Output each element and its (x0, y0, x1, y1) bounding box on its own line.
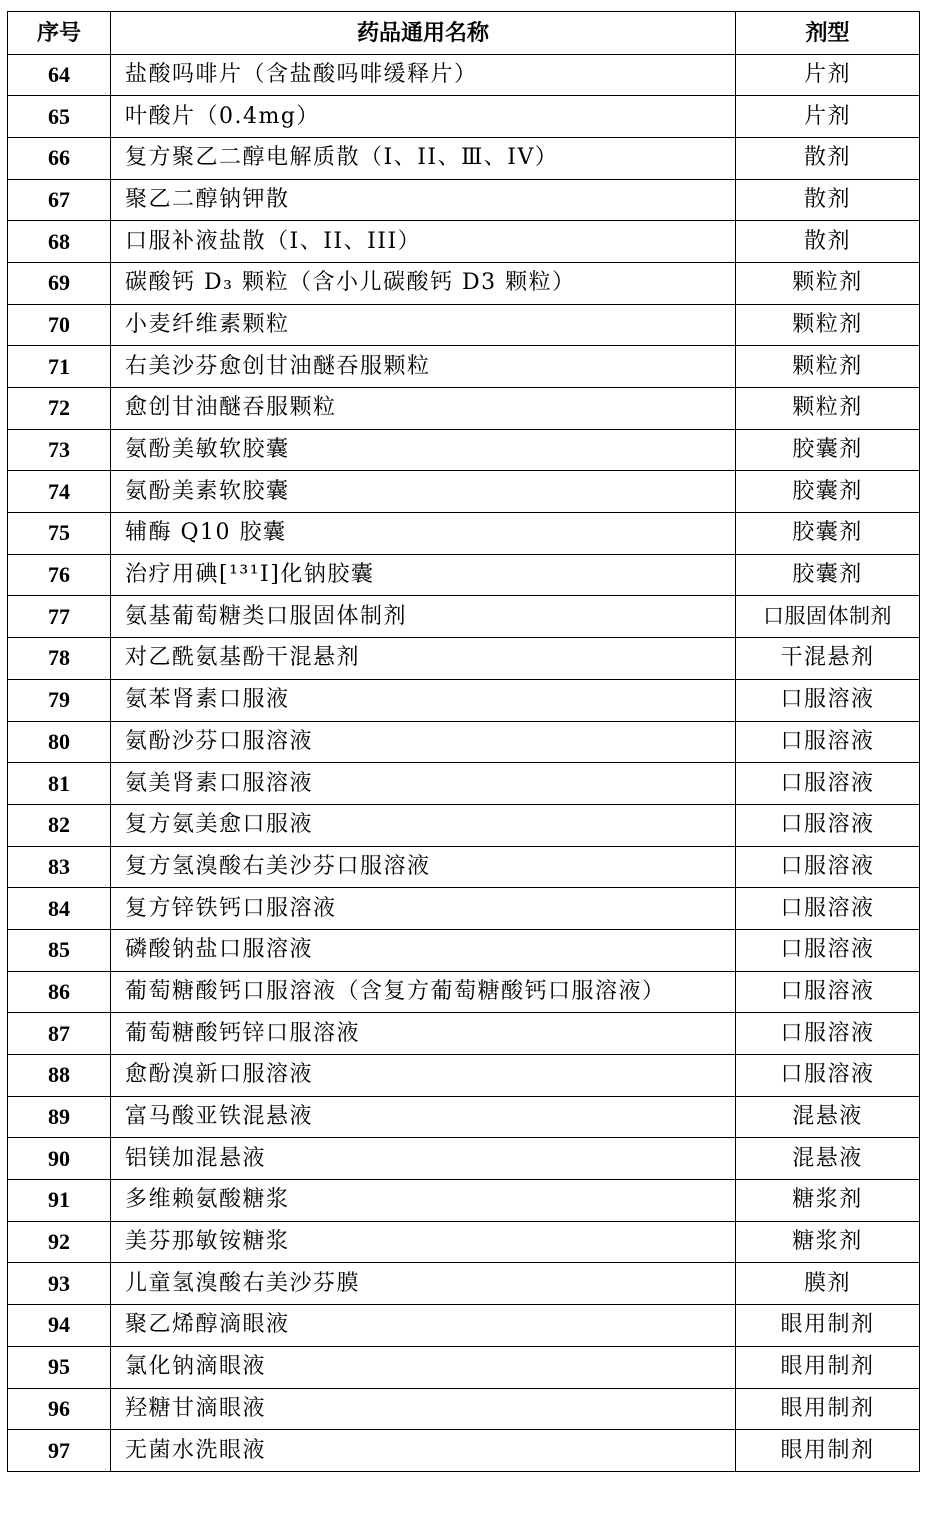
serial-number-cell: 83 (8, 846, 111, 888)
serial-number-cell: 65 (8, 96, 111, 138)
serial-number-cell: 96 (8, 1388, 111, 1430)
serial-number-cell: 64 (8, 54, 111, 96)
table-row (8, 1055, 920, 1097)
dosage-form-cell: 颗粒剂 (736, 262, 920, 304)
dosage-form-cell: 颗粒剂 (736, 388, 920, 430)
drug-name-cell: 氨苯肾素口服液 (111, 679, 736, 721)
table-body (8, 54, 920, 1471)
drug-name-cell: 复方氢溴酸右美沙芬口服溶液 (111, 846, 736, 888)
table-row (8, 1388, 920, 1430)
serial-number-cell: 90 (8, 1138, 111, 1180)
table-row (8, 1013, 920, 1055)
table-row (8, 388, 920, 430)
dosage-form-cell: 口服溶液 (736, 804, 920, 846)
table-row (8, 54, 920, 96)
dosage-form-cell: 眼用制剂 (736, 1388, 920, 1430)
drug-name-cell: 氯化钠滴眼液 (111, 1346, 736, 1388)
serial-number-cell: 97 (8, 1430, 111, 1472)
table-row (8, 221, 920, 263)
dosage-form-cell: 胶囊剂 (736, 429, 920, 471)
table-row (8, 554, 920, 596)
header-drug-name: 药品通用名称 (111, 12, 736, 55)
dosage-form-cell: 片剂 (736, 54, 920, 96)
table-row (8, 1180, 920, 1222)
table-row (8, 96, 920, 138)
serial-number-cell: 72 (8, 388, 111, 430)
dosage-form-cell: 眼用制剂 (736, 1346, 920, 1388)
table-row (8, 888, 920, 930)
drug-name-cell: 右美沙芬愈创甘油醚吞服颗粒 (111, 346, 736, 388)
serial-number-cell: 88 (8, 1055, 111, 1097)
serial-number-cell: 82 (8, 804, 111, 846)
table-row (8, 1138, 920, 1180)
dosage-form-cell: 胶囊剂 (736, 513, 920, 555)
serial-number-cell: 67 (8, 179, 111, 221)
dosage-form-cell: 口服溶液 (736, 846, 920, 888)
table-row (8, 971, 920, 1013)
drug-name-cell: 碳酸钙 D₃ 颗粒（含小儿碳酸钙 D3 颗粒） (111, 262, 736, 304)
drug-name-cell: 辅酶 Q10 胶囊 (111, 513, 736, 555)
serial-number-cell: 69 (8, 262, 111, 304)
serial-number-cell: 87 (8, 1013, 111, 1055)
table-row (8, 638, 920, 680)
drug-name-cell: 复方氨美愈口服液 (111, 804, 736, 846)
drug-name-cell: 氨酚沙芬口服溶液 (111, 721, 736, 763)
table-row (8, 346, 920, 388)
dosage-form-cell: 颗粒剂 (736, 346, 920, 388)
drug-name-cell: 盐酸吗啡片（含盐酸吗啡缓释片） (111, 54, 736, 96)
drug-name-cell: 聚乙二醇钠钾散 (111, 179, 736, 221)
serial-number-cell: 78 (8, 638, 111, 680)
drug-name-cell: 铝镁加混悬液 (111, 1138, 736, 1180)
header-serial-number: 序号 (8, 12, 111, 55)
dosage-form-cell: 口服溶液 (736, 721, 920, 763)
drug-name-cell: 无菌水洗眼液 (111, 1430, 736, 1472)
table-row (8, 804, 920, 846)
drug-name-cell: 氨基葡萄糖类口服固体制剂 (111, 596, 736, 638)
dosage-form-cell: 口服溶液 (736, 763, 920, 805)
serial-number-cell: 89 (8, 1096, 111, 1138)
table-row (8, 1263, 920, 1305)
dosage-form-cell: 口服溶液 (736, 929, 920, 971)
drug-name-cell: 多维赖氨酸糖浆 (111, 1180, 736, 1222)
dosage-form-cell: 口服溶液 (736, 971, 920, 1013)
drug-name-cell: 聚乙烯醇滴眼液 (111, 1305, 736, 1347)
table-row (8, 846, 920, 888)
drug-name-cell: 复方锌铁钙口服溶液 (111, 888, 736, 930)
table-row (8, 1346, 920, 1388)
serial-number-cell: 80 (8, 721, 111, 763)
table-row (8, 429, 920, 471)
serial-number-cell: 84 (8, 888, 111, 930)
dosage-form-cell: 混悬液 (736, 1138, 920, 1180)
serial-number-cell: 76 (8, 554, 111, 596)
dosage-form-cell: 口服溶液 (736, 679, 920, 721)
serial-number-cell: 94 (8, 1305, 111, 1347)
table-row (8, 137, 920, 179)
table-row (8, 679, 920, 721)
serial-number-cell: 91 (8, 1180, 111, 1222)
table-row (8, 513, 920, 555)
drug-name-cell: 葡萄糖酸钙口服溶液（含复方葡萄糖酸钙口服溶液） (111, 971, 736, 1013)
drug-name-cell: 氨酚美敏软胶囊 (111, 429, 736, 471)
dosage-form-cell: 口服溶液 (736, 1013, 920, 1055)
drug-list-table (7, 11, 920, 1472)
table-row (8, 1305, 920, 1347)
serial-number-cell: 86 (8, 971, 111, 1013)
dosage-form-cell: 颗粒剂 (736, 304, 920, 346)
dosage-form-cell: 糖浆剂 (736, 1221, 920, 1263)
drug-name-cell: 富马酸亚铁混悬液 (111, 1096, 736, 1138)
table-row (8, 763, 920, 805)
dosage-form-cell: 口服溶液 (736, 1055, 920, 1097)
drug-name-cell: 美芬那敏铵糖浆 (111, 1221, 736, 1263)
table-row (8, 179, 920, 221)
serial-number-cell: 70 (8, 304, 111, 346)
serial-number-cell: 85 (8, 929, 111, 971)
dosage-form-cell: 散剂 (736, 221, 920, 263)
table-row (8, 262, 920, 304)
drug-name-cell: 愈创甘油醚吞服颗粒 (111, 388, 736, 430)
dosage-form-cell: 眼用制剂 (736, 1305, 920, 1347)
table-row (8, 929, 920, 971)
serial-number-cell: 73 (8, 429, 111, 471)
drug-name-cell: 儿童氢溴酸右美沙芬膜 (111, 1263, 736, 1305)
dosage-form-cell: 散剂 (736, 179, 920, 221)
serial-number-cell: 95 (8, 1346, 111, 1388)
table-row (8, 1221, 920, 1263)
dosage-form-cell: 干混悬剂 (736, 638, 920, 680)
serial-number-cell: 92 (8, 1221, 111, 1263)
serial-number-cell: 77 (8, 596, 111, 638)
dosage-form-cell: 口服溶液 (736, 888, 920, 930)
serial-number-cell: 74 (8, 471, 111, 513)
drug-name-cell: 治疗用碘[¹³¹I]化钠胶囊 (111, 554, 736, 596)
drug-name-cell: 磷酸钠盐口服溶液 (111, 929, 736, 971)
dosage-form-cell: 糖浆剂 (736, 1180, 920, 1222)
serial-number-cell: 71 (8, 346, 111, 388)
serial-number-cell: 79 (8, 679, 111, 721)
table-header (8, 12, 920, 55)
dosage-form-cell: 片剂 (736, 96, 920, 138)
table-row (8, 1096, 920, 1138)
header-dosage-form: 剂型 (736, 12, 920, 55)
serial-number-cell: 68 (8, 221, 111, 263)
dosage-form-cell: 混悬液 (736, 1096, 920, 1138)
drug-name-cell: 氨酚美素软胶囊 (111, 471, 736, 513)
table-row (8, 304, 920, 346)
dosage-form-cell: 眼用制剂 (736, 1430, 920, 1472)
table-row (8, 1430, 920, 1472)
drug-name-cell: 复方聚乙二醇电解质散（I、II、Ⅲ、IV） (111, 137, 736, 179)
serial-number-cell: 75 (8, 513, 111, 555)
drug-name-cell: 葡萄糖酸钙锌口服溶液 (111, 1013, 736, 1055)
dosage-form-cell: 胶囊剂 (736, 471, 920, 513)
dosage-form-cell: 散剂 (736, 137, 920, 179)
drug-name-cell: 氨美肾素口服溶液 (111, 763, 736, 805)
dosage-form-cell: 胶囊剂 (736, 554, 920, 596)
dosage-form-cell: 膜剂 (736, 1263, 920, 1305)
serial-number-cell: 93 (8, 1263, 111, 1305)
drug-name-cell: 叶酸片（0.4mg） (111, 96, 736, 138)
dosage-form-cell: 口服固体制剂 (736, 596, 920, 638)
header-row (8, 12, 920, 55)
drug-name-cell: 口服补液盐散（I、II、III） (111, 221, 736, 263)
serial-number-cell: 66 (8, 137, 111, 179)
drug-name-cell: 对乙酰氨基酚干混悬剂 (111, 638, 736, 680)
table-row (8, 596, 920, 638)
serial-number-cell: 81 (8, 763, 111, 805)
table-row (8, 721, 920, 763)
drug-name-cell: 愈酚溴新口服溶液 (111, 1055, 736, 1097)
drug-name-cell: 小麦纤维素颗粒 (111, 304, 736, 346)
table-row (8, 471, 920, 513)
drug-name-cell: 羟糖甘滴眼液 (111, 1388, 736, 1430)
